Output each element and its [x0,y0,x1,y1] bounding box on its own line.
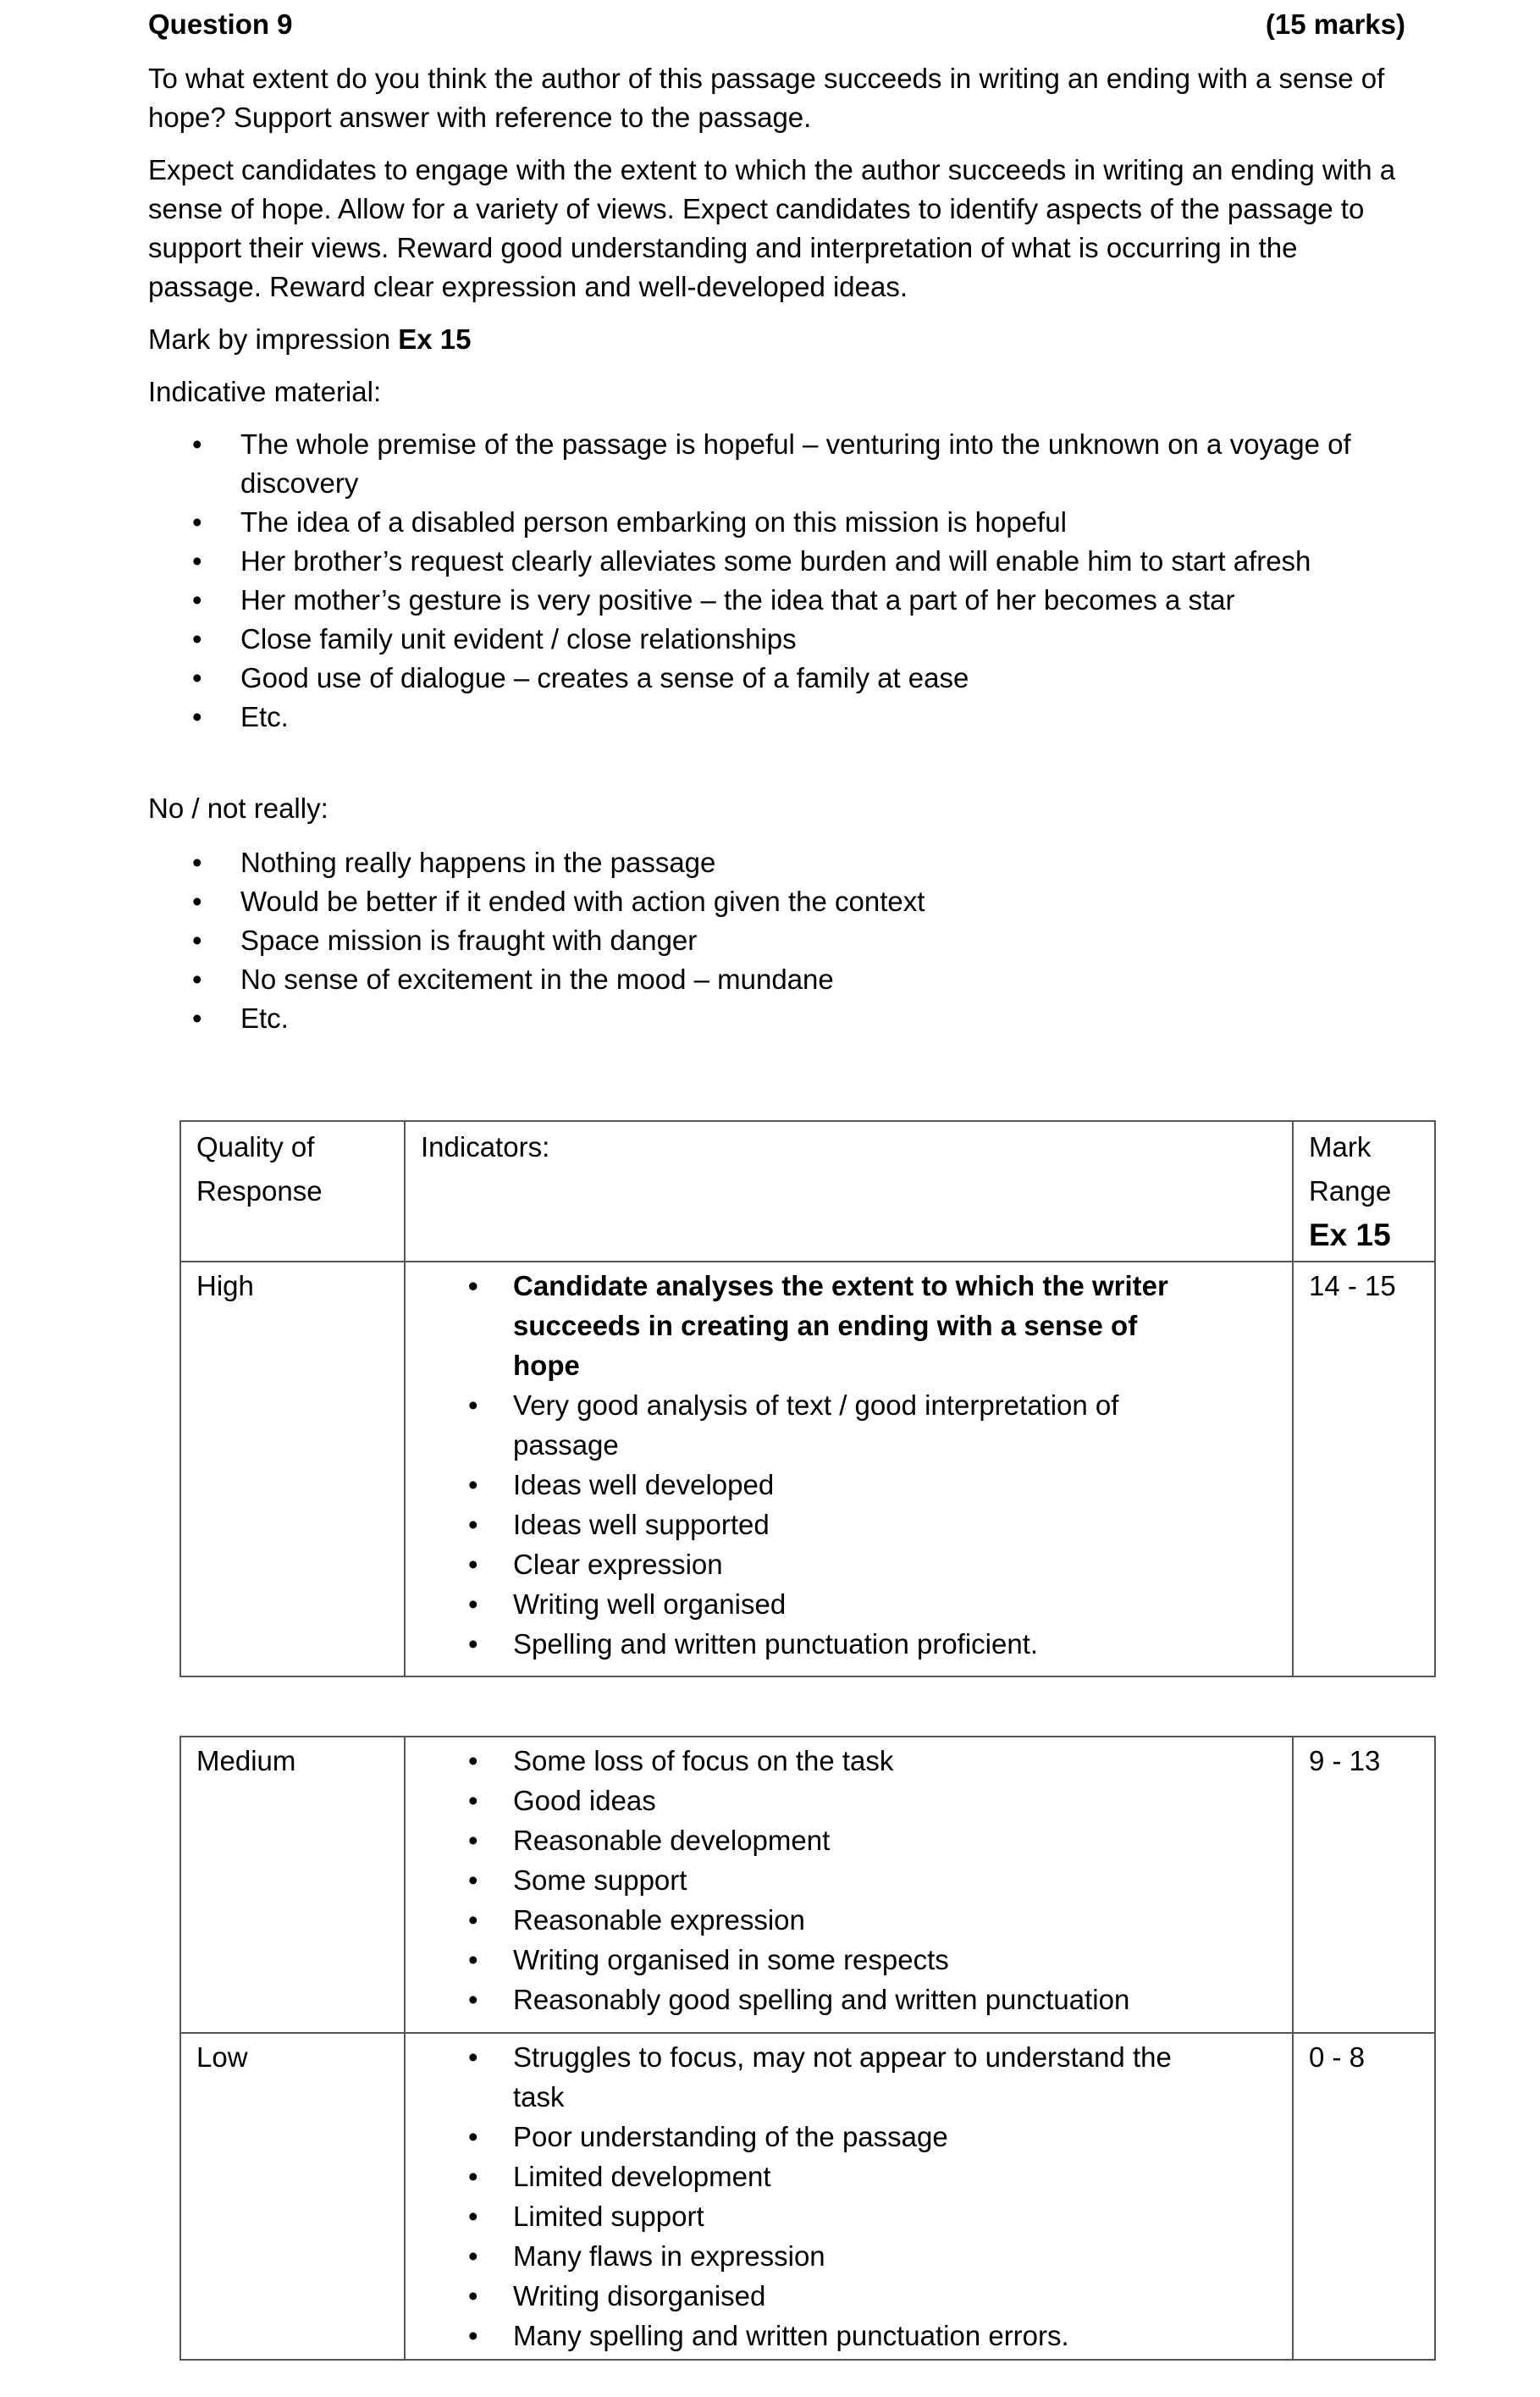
list-item: • Her brother’s request clearly alleviates some burden and will enable him to start afresh [148,542,1405,581]
quality-medium: Medium [180,1737,405,2033]
not-really-list [148,843,1405,1038]
list-item: • Etc. [148,698,1405,737]
question-prompt: To what extent do you think the author of this passage succeeds in writing an ending with a sense of hope? Support answer with reference to the passage. [148,63,1385,133]
list-item: • Very good analysis of text / good interpretation of passage [406,1385,1190,1465]
indicators-high-list [406,1266,1190,1664]
quality-low: Low [180,2033,405,2360]
header-range-line3: Ex 15 [1309,1218,1391,1252]
document-page [148,0,1405,1038]
marking-table-high [179,1120,1436,1677]
list-item: • Clear expression [406,1544,1190,1584]
list-item: • Space mission is fraught with danger [148,921,1405,960]
list-item: • Reasonably good spelling and written punctuation [406,1980,1190,2019]
list-item: • Etc. [148,999,1405,1038]
question-marks: (15 marks) [1265,8,1405,40]
list-item: • Her mother’s gesture is very positive – the idea that a part of her becomes a star [148,581,1405,620]
indicative-heading: Indicative material: [148,376,382,407]
list-item: • The idea of a disabled person embarking on this mission is hopeful [148,503,1405,542]
header-range-line2: Range [1309,1175,1392,1207]
list-item: • Ideas well supported [406,1505,1190,1544]
mark-by-prefix: Mark by impression [148,323,399,355]
table-row-low [180,2033,1435,2360]
list-item: • Good use of dialogue – creates a sense of a family at ease [148,659,1405,698]
list-item: • No sense of excitement in the mood – mundane [148,960,1405,999]
list-item: • Reasonable expression [406,1900,1190,1940]
table-row-high [180,1262,1435,1676]
indicators-medium [405,1737,1293,2033]
header-quality [180,1121,405,1262]
list-item: • Would be better if it ended with action given the context [148,882,1405,921]
marking-guidance: Expect candidates to engage with the extent to which the author succeeds in writing an ending with a sense of hope. Allow for a variety of views. Expect candidates to identify aspects of the passage to support their views. Reward good understanding and interpretation of what is occurring in the passage. Reward clear expression and well-developed ideas. [148,154,1396,302]
list-item: • Limited development [406,2157,1190,2196]
list-item: • Limited support [406,2196,1190,2236]
list-item: • Writing well organised [406,1584,1190,1624]
header-indicators [405,1121,1293,1262]
list-item: • Ideas well developed [406,1465,1190,1505]
mark-by-impression [148,320,1405,359]
indicators-low-list [406,2037,1190,2356]
marking-table-medium-low [179,1736,1436,2361]
quality-high: High [180,1262,405,1676]
mark-by-value: Ex 15 [398,323,472,355]
header-quality-line1: Quality of [196,1131,315,1163]
list-item: • Close family unit evident / close relationships [148,620,1405,659]
list-item: • Many spelling and written punctuation errors. [406,2316,1190,2356]
table-header-row [180,1121,1435,1262]
table-row-medium [180,1737,1435,2033]
list-item: • Spelling and written punctuation proficient. [406,1624,1190,1664]
range-high: 14 - 15 [1293,1262,1435,1676]
not-really-heading: No / not really: [148,793,328,824]
list-item: • Poor understanding of the passage [406,2117,1190,2157]
header-range [1293,1121,1435,1262]
indicators-low [405,2033,1293,2360]
list-item: • Nothing really happens in the passage [148,843,1405,882]
list-item: • Many flaws in expression [406,2236,1190,2276]
list-item: • The whole premise of the passage is hopeful – venturing into the unknown on a voyage of discovery [148,425,1405,503]
list-item: • Reasonable development [406,1820,1190,1860]
question-header [148,5,1405,44]
range-medium: 9 - 13 [1293,1737,1435,2033]
list-item: • Some support [406,1860,1190,1900]
header-range-line1: Mark [1309,1131,1372,1163]
list-item: • Good ideas [406,1781,1190,1820]
indicators-medium-list [406,1741,1190,2019]
question-title: Question 9 [148,8,293,40]
header-indicators-label: Indicators: [421,1131,550,1163]
list-item: • Writing disorganised [406,2276,1190,2316]
indicators-high [405,1262,1293,1676]
list-item: • Some loss of focus on the task [406,1741,1190,1781]
range-low: 0 - 8 [1293,2033,1435,2360]
list-item: • Candidate analyses the extent to which the writer succeeds in creating an ending with a sense of hope [406,1266,1190,1385]
indicative-list [148,425,1405,737]
header-quality-line2: Response [196,1175,323,1207]
list-item: • Struggles to focus, may not appear to understand the task [406,2037,1190,2117]
list-item: • Writing organised in some respects [406,1940,1190,1980]
